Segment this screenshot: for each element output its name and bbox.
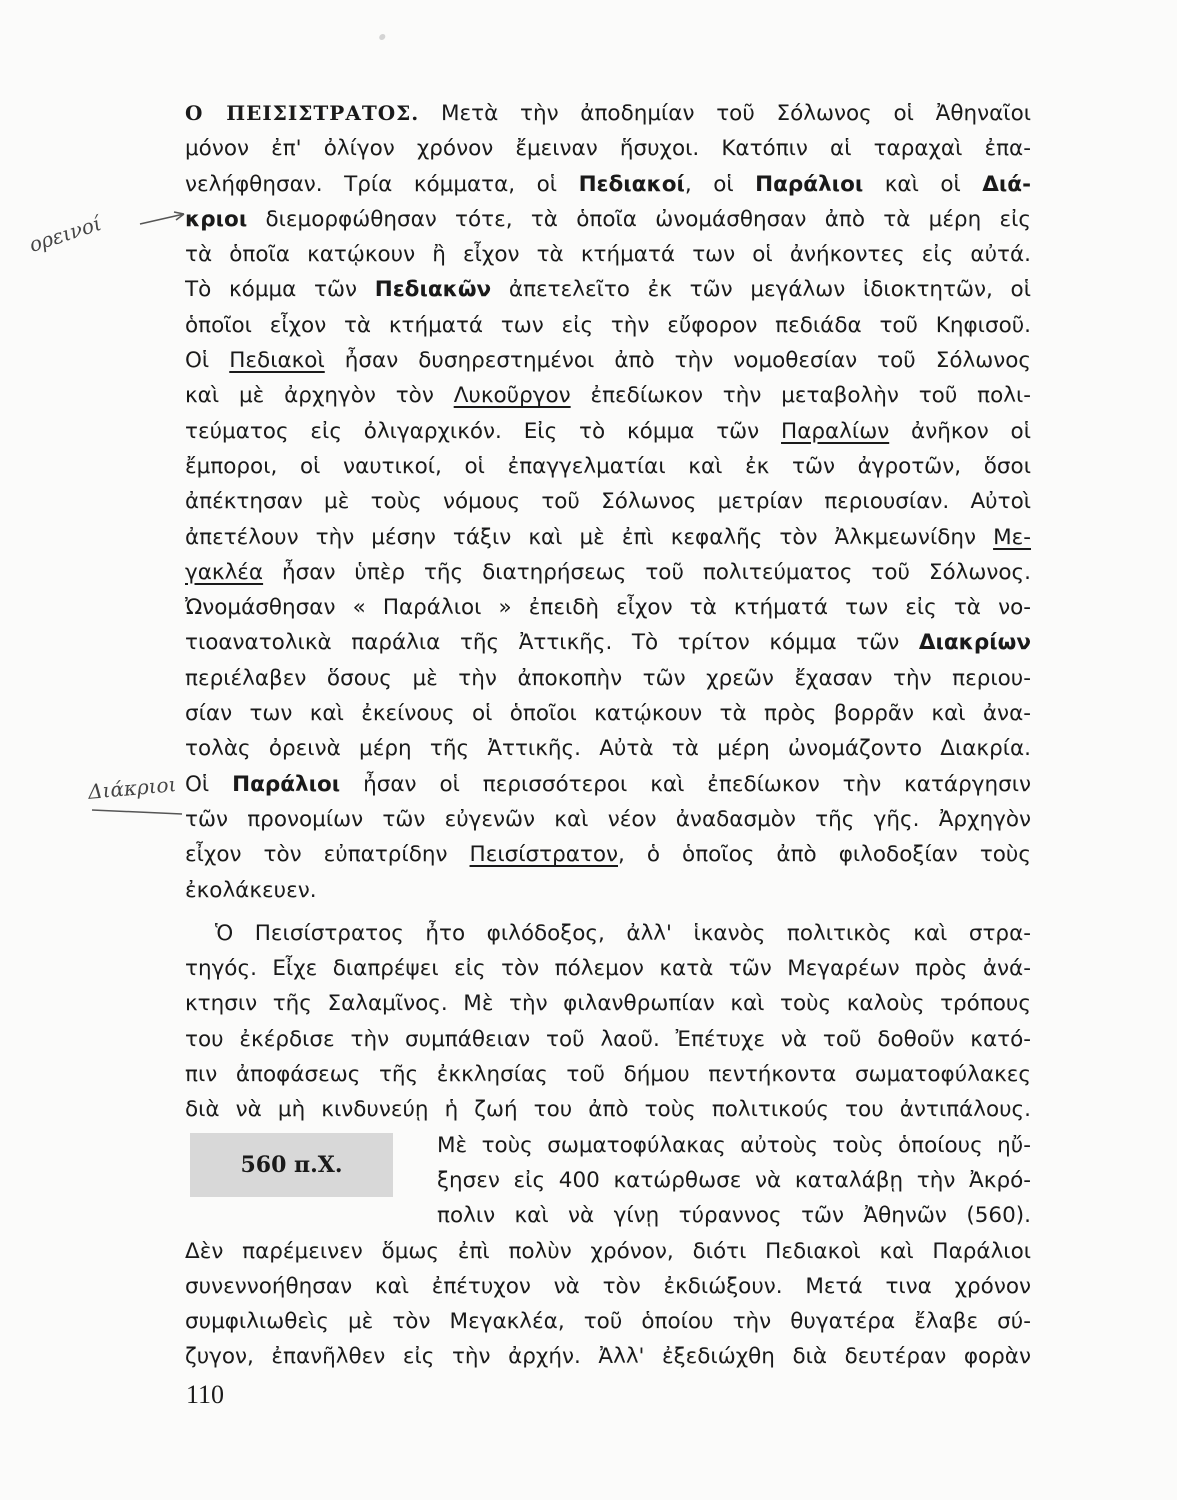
text-line: Οἱ Πεδιακοὶ ἦσαν δυσηρεστημένοι ἀπὸ τὴν νομοθεσίαν τοῦ Σόλωνος [185, 348, 1031, 374]
text-line: ἀπέκτησαν μὲ τοὺς νόμους τοῦ Σόλωνος μετρίαν περιουσίαν. Αὐτοὶ [185, 489, 1031, 515]
text-line: ἀπετέλουν τὴν μέσην τάξιν καὶ μὲ ἐπὶ κεφαλῆς τὸν Ἀλκμεωνίδην Με- [185, 524, 1031, 550]
text-line: ζυγον, ἐπανῆλθεν εἰς τὴν ἀρχήν. Ἀλλ' ἐξεδιώχθη διὰ δευτέραν φορὰν [185, 1344, 1031, 1370]
text-line: ἔμποροι, οἱ ναυτικοί, οἱ ἐπαγγελματίαι καὶ ἐκ τῶν ἀγροτῶν, ὅσοι [185, 453, 1031, 479]
text-line: Ὁ Πεισίστρατος ἦτο φιλόδοξος, ἀλλ' ἱκανὸς πολιτικὸς καὶ στρα- [215, 920, 1031, 946]
text-line: Οἱ Παράλιοι ἦσαν οἱ περισσότεροι καὶ ἐπεδίωκον τὴν κατάργησιν [185, 771, 1031, 797]
text-line: Τὸ κόμμα τῶν Πεδιακῶν ἀπετελεῖτο ἐκ τῶν μεγάλων ἰδιοκτητῶν, οἱ [185, 277, 1031, 303]
text-line: τολὰς ὀρεινὰ μέρη τῆς Ἀττικῆς. Αὐτὰ τὰ μέρη ὠνομάζοντο Διακρία. [185, 736, 1031, 762]
text-line: περιέλαβεν ὅσους μὲ τὴν ἀποκοπὴν τῶν χρεῶν ἔχασαν τὴν περιου- [185, 665, 1031, 691]
text-line: συμφιλιωθεὶς μὲ τὸν Μεγακλέα, τοῦ ὁποίου τὴν θυγατέρα ἔλαβε σύ- [185, 1309, 1031, 1335]
text-line: ξησεν εἰς 400 κατώρθωσε νὰ καταλάβῃ τὴν Ἀκρό- [437, 1167, 1031, 1193]
text-line: πιν ἀποφάσεως τῆς ἐκκλησίας τοῦ δήμου πεντήκοντα σωματοφύλακες [185, 1062, 1031, 1088]
text-line: μόνον ἐπ' ὀλίγον χρόνον ἔμειναν ἥσυχοι. Κατόπιν αἱ ταραχαὶ ἐπα- [185, 136, 1031, 162]
text-line: καὶ μὲ ἀρχηγὸν τὸν Λυκοῦργον ἐπεδίωκον τὴν μεταβολὴν τοῦ πολι- [185, 383, 1031, 409]
text-line: τεύματος εἰς ὀλιγαρχικόν. Εἰς τὸ κόμμα τῶν Παραλίων ἀνῆκον οἱ [185, 418, 1031, 444]
text-line: Δὲν παρέμεινεν ὅμως ἐπὶ πολὺν χρόνον, διότι Πεδιακοὶ καὶ Παράλιοι [185, 1238, 1031, 1264]
text-line: Ὠνομάσθησαν « Παράλιοι » ἐπειδὴ εἶχον τὰ κτήματά των εἰς τὰ νο- [185, 595, 1031, 621]
bleed-through-text: · [375, 10, 398, 64]
pen-arrow-icon [138, 208, 188, 230]
text-line: του ἐκέρδισε τὴν συμπάθειαν τοῦ λαοῦ. Ἐπέτυχε νὰ τοῦ δοθοῦν κατό- [185, 1026, 1031, 1052]
text-line: πολιν καὶ νὰ γίνῃ τύραννος τῶν Ἀθηνῶν (560). [437, 1203, 1031, 1229]
section-heading: Ο ΠΕΙΣΙΣΤΡΑΤΟΣ. [185, 101, 420, 125]
text-line: κριοι διεμορφώθησαν τότε, τὰ ὁποῖα ὠνομάσθησαν ἀπὸ τὰ μέρη εἰς [185, 206, 1031, 232]
text-line: εἶχον τὸν εὐπατρίδην Πεισίστρατον, ὁ ὁποῖος ἀπὸ φιλοδοξίαν τοὺς [185, 842, 1031, 868]
text-line: τὰ ὁποῖα κατῴκουν ἢ εἶχον τὰ κτήματά των οἱ ἀνήκοντες εἰς αὐτά. [185, 242, 1031, 268]
text-line: νελήφθησαν. Τρία κόμματα, οἱ Πεδιακοί, οἱ Παράλιοι καὶ οἱ Διά- [185, 171, 1031, 197]
text-line: γακλέα ἦσαν ὑπὲρ τῆς διατηρήσεως τοῦ πολιτεύματος τοῦ Σόλωνος. [185, 559, 1031, 585]
text-line: ἐκολάκευεν. [185, 877, 317, 903]
text-line: ὁποῖοι εἶχον τὰ κτήματά των εἰς τὴν εὔφορον πεδιάδα τοῦ Κηφισοῦ. [185, 312, 1031, 338]
text-line: κτησιν τῆς Σαλαμῖνος. Μὲ τὴν φιλανθρωπίαν καὶ τοὺς καλοὺς τρόπους [185, 991, 1031, 1017]
handwritten-note-oreinoi: ορεινοί [26, 211, 105, 257]
page-number: 110 [186, 1380, 225, 1409]
text-line: τηγός. Εἶχε διαπρέψει εἰς τὸν πόλεμον κατὰ τῶν Μεγαρέων πρὸς ἀνά- [185, 956, 1031, 982]
text-line: Ο ΠΕΙΣΙΣΤΡΑΤΟΣ. Μετὰ τὴν ἀποδημίαν τοῦ Σόλωνος οἱ Ἀθηναῖοι [185, 101, 1031, 126]
text-line: τιοανατολικὰ παράλια τῆς Ἀττικῆς. Τὸ τρίτον κόμμα τῶν Διακρίων [185, 630, 1031, 656]
text-line: διὰ νὰ μὴ κινδυνεύῃ ἡ ζωή του ἀπὸ τοὺς πολιτικούς του ἀντιπάλους. [185, 1097, 1031, 1123]
text-line: συνεννοήθησαν καὶ ἐπέτυχον νὰ τὸν ἐκδιώξουν. Μετά τινα χρόνον [185, 1273, 1031, 1299]
text-line: τῶν προνομίων τῶν εὐγενῶν καὶ νέον ἀναδασμὸν τῆς γῆς. Ἀρχηγὸν [185, 806, 1031, 832]
text-line: Μὲ τοὺς σωματοφύλακας αὐτοὺς τοὺς ὁποίους ηὔ- [437, 1132, 1031, 1158]
pen-underline-icon [90, 800, 190, 822]
text-line: σίαν των καὶ ἐκείνους οἱ ὁποῖοι κατῴκουν τὰ πρὸς βορρᾶν καὶ ἀνα- [185, 701, 1031, 727]
handwritten-note-diakrioi: Διάκριοι [87, 772, 178, 804]
date-box: 560 π.Χ. [190, 1133, 393, 1197]
